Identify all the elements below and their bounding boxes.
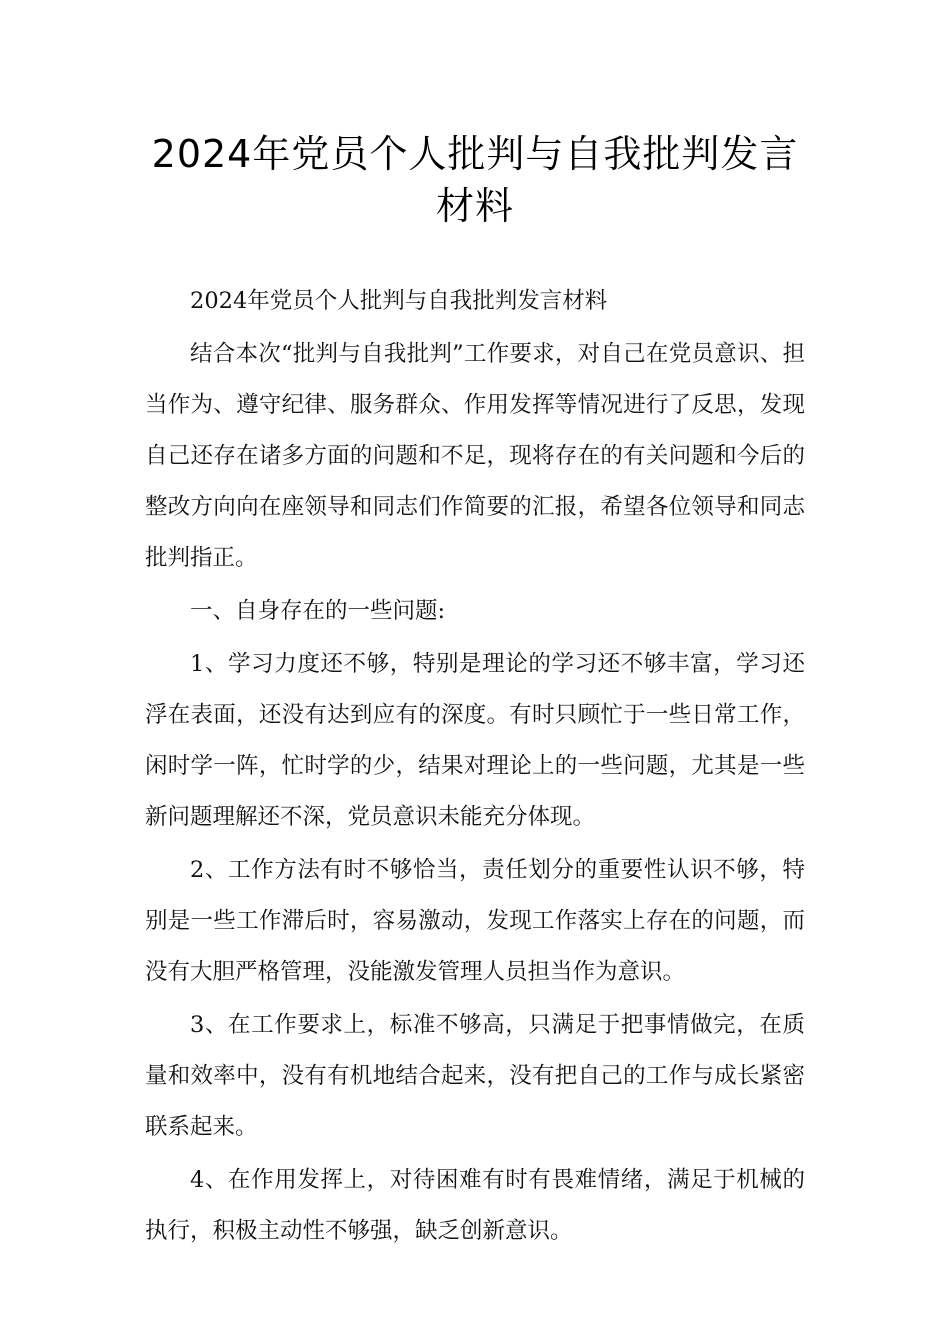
subtitle-paragraph: 2024年党员个人批判与自我批判发言材料 [190, 288, 608, 314]
section-heading: 一、自身存在的一些问题: [190, 598, 446, 624]
issue-paragraph-3: 3、在工作要求上，标准不够高，只满足于把事情做完，在质量和效率中，没有有机地结合起来，没有把自己的工作与成长紧密联系起来。 [145, 1012, 805, 1140]
issue-paragraph-1: 1、学习力度还不够，特别是理论的学习还不够丰富，学习还浮在表面，还没有达到应有的深度。有时只顾忙于一些日常工作，闲时学一阵，忙时学的少，结果对理论上的一些问题，尤其是一些新问题理解还不深，党员意识未能充分体现。 [145, 651, 805, 830]
issue-paragraph-4: 4、在作用发挥上，对待困难有时有畏难情绪，满足于机械的执行，积极主动性不够强，缺乏创新意识。 [145, 1167, 805, 1244]
document-title: 2024年党员个人批判与自我批判发言材料 [151, 132, 799, 228]
document-body [145, 276, 805, 1259]
issue-paragraph-2: 2、工作方法有时不够恰当，责任划分的重要性认识不够，特别是一些工作滞后时，容易激动，发现工作落实上存在的问题，而没有大胆严格管理，没能激发管理人员担当作为意识。 [145, 857, 805, 985]
intro-paragraph: 结合本次“批判与自我批判”工作要求，对自己在党员意识、担当作为、遵守纪律、服务群众、作用发挥等情况进行了反思，发现自己还存在诸多方面的问题和不足，现将存在的有关问题和今后的整改方向向在座领导和同志们作简要的汇报，希望各位领导和同志批判指正。 [145, 341, 805, 571]
